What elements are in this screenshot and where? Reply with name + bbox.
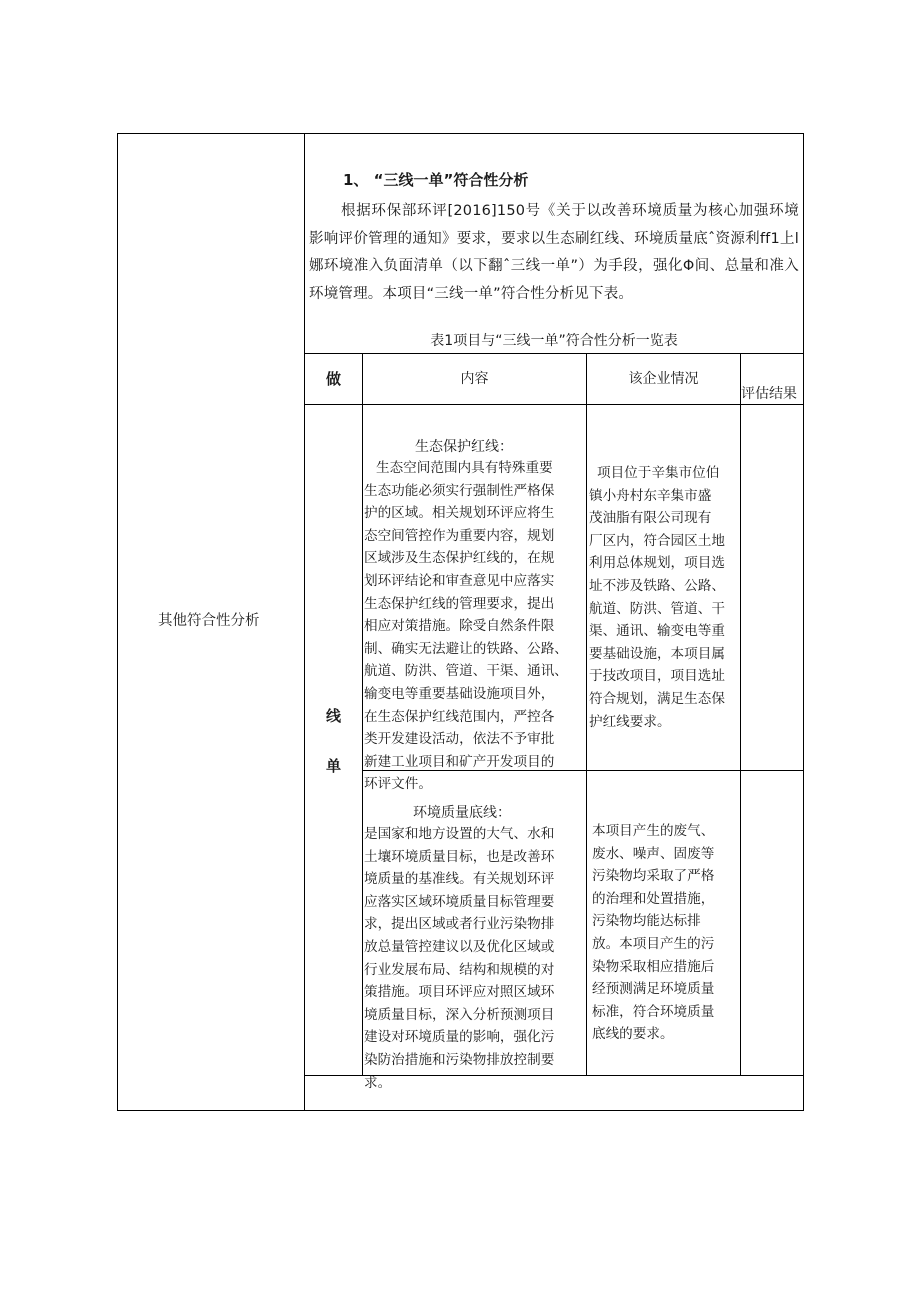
table-top-border (304, 353, 804, 354)
col-divider-3 (740, 353, 741, 1075)
outer-left-border (117, 133, 118, 1111)
outer-right-border (803, 133, 804, 1111)
section-heading: 1、 “三线一单”符合性分析 (343, 171, 529, 189)
row2-situation: 本项目产生的废气、 废水、噪声、固废等 污染物均采取了严格 的治理和处置措施， 污染物均能达标排 放。本项目产生的污 染物采取相应措施后 经预测满足环境质量 标准，符合环境质量 底线的要求。 (592, 823, 715, 1043)
row1-content-body: 生态空间范围内具有特殊重要 生态功能必须实行强制性严格保 护的区域。相关规划环评应将生 态空间管控作为重要内容，规划 区域涉及生态保护红线的，在规 划环评结论和审查意见中应落实 生态保护红线的管理要求，提出 相应对策措施。除受自然条件限 制、确实无法避让的铁路、公路、 航道、防洪、管道、干渠、通讯、 输变电等重要基础设施项目外， 在生态保护红线范围内，严控各 类开发建设活动，依法不予审批 新建工业项目和矿产开发项目的 环评文件。 (364, 460, 568, 793)
header-col-content: 内容 (460, 371, 489, 387)
table-caption: 表1项目与“三线一单”符合性分析一览表 (430, 333, 678, 349)
row1-situation: 项目位于辛集市位伯 镇小舟村东辛集市盛 茂油脂有限公司现有 厂区内，符合园区土地 利用总体规划，项目选 址不涉及铁路、公路、 航道、防洪、管道、干 渠、通讯、输变电等重 要基础设施，本项目属 于技改项目，项目选址 符合规划，满足生态保 护红线要求。 (589, 465, 725, 730)
col-divider-2 (586, 353, 587, 1075)
row2-content-title: 环境质量底线： (413, 805, 511, 821)
outer-bottom-border (117, 1110, 804, 1111)
header-col-situation: 该企业情况 (628, 371, 699, 387)
col-divider-1 (362, 353, 363, 1075)
header-col-1: 做 (325, 370, 341, 388)
row2-content-body: 是国家和地方设置的大气、水和 土壤环境质量目标，也是改善环 境质量的基准线。有关规划环评 应落实区域环境质量目标管理要 求，提出区域或者行业污染物排 放总量管控建议以及优化区域或 行业发展布局、结构和规模的对 策措施。项目环评应对照区域环 境质量目标，深入分析预测项目 建设对环境质量的影响，强化污 染防治措施和污染物排放控制要 求。 (364, 826, 555, 1091)
group-label-single: 单 (326, 757, 342, 775)
header-bottom-border (304, 404, 804, 405)
section-paragraph: 根据环保部环评[2016]150号《关于以改善环境质量为核心加强环境影响评价管理的通知》要求，要求以生态刷红线、环境质量底ˆ资源利ff1上l娜环境准入负面清单（以下翻ˆ三线一单”）为手段，强化Φ间、总量和准入环境管理。本项目“三线一单”符合性分析见下表。 (309, 203, 799, 302)
left-section-label: 其他符合性分析 (158, 613, 260, 629)
outer-top-border (117, 133, 804, 134)
outer-divider (304, 133, 305, 1111)
group-label-line: 线 (326, 707, 342, 725)
row1-content-title: 生态保护红线： (415, 439, 513, 455)
header-col-result: 评估结果 (741, 386, 797, 402)
